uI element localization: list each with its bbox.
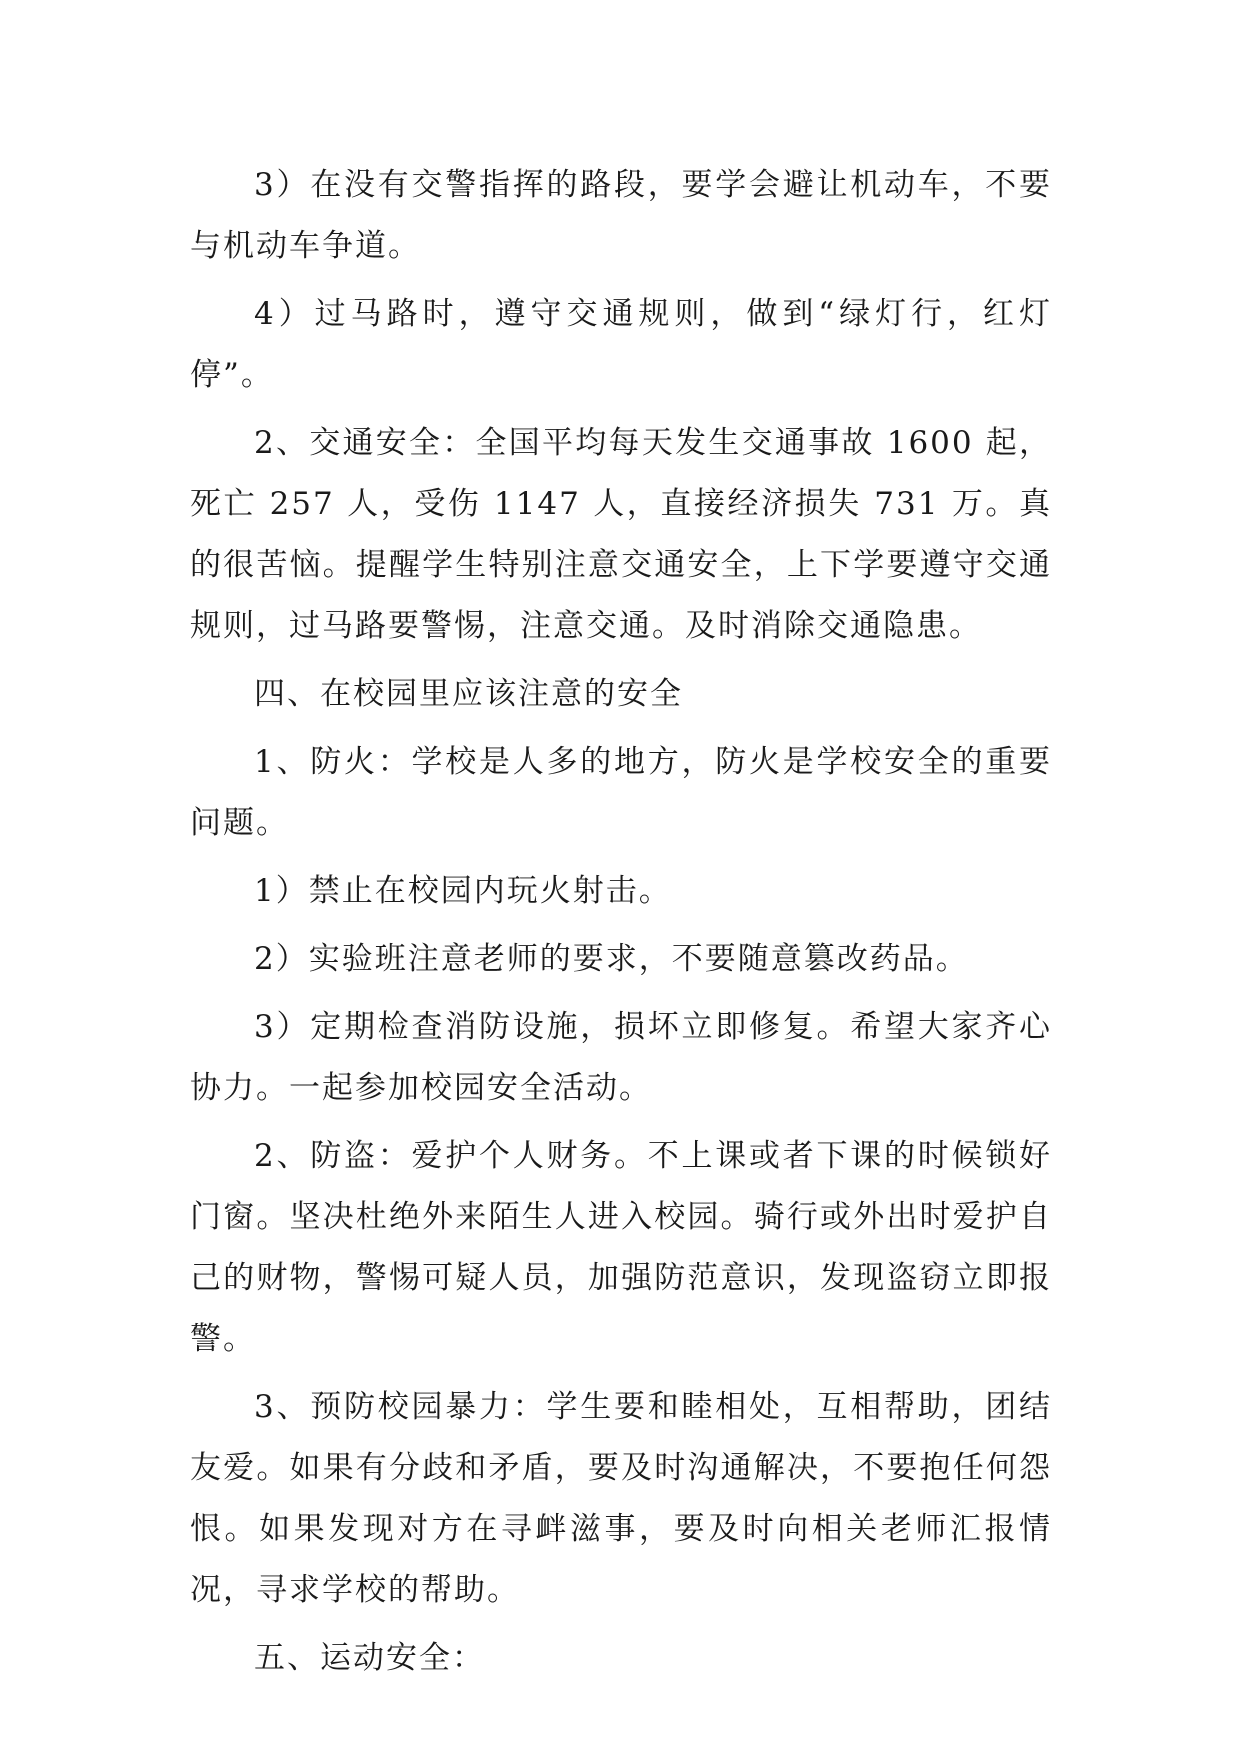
paragraph-school-violence: 3、预防校园暴力：学生要和睦相处，互相帮助，团结友爱。如果有分歧和矛盾，要及时沟通解决，不要抱任何怨恨。如果发现对方在寻衅滋事，要及时向相关老师汇报情况，寻求学校的帮助。	[190, 1389, 1052, 1608]
paragraph-traffic-safety: 2、交通安全：全国平均每天发生交通事故 1600 起，死亡 257 人，受伤 1147 人，直接经济损失 731 万。真的很苦恼。提醒学生特别注意交通安全，上下学要遵守交通规则，过马路要警惕，注意交通。及时消除交通隐患。	[190, 425, 1052, 644]
paragraph-theft-prevention: 2、防盗：爱护个人财务。不上课或者下课的时候锁好门窗。坚决杜绝外来陌生人进入校园。骑行或外出时爱护自己的财物，警惕可疑人员，加强防范意识，发现盗窃立即报警。	[190, 1138, 1052, 1357]
paragraph-lab-rules: 2）实验班注意老师的要求，不要随意篡改药品。	[254, 941, 969, 977]
section-heading-campus-safety: 四、在校园里应该注意的安全	[254, 676, 683, 712]
section-heading-sports-safety: 五、运动安全：	[254, 1640, 485, 1676]
document-body	[190, 155, 1052, 1696]
paragraph-no-fire-play: 1）禁止在校园内玩火射击。	[254, 873, 672, 909]
paragraph-crossing-road: 4）过马路时，遵守交通规则，做到“绿灯行，红灯停”。	[190, 296, 1052, 393]
paragraph-traffic-yield: 3）在没有交警指挥的路段，要学会避让机动车，不要与机动车争道。	[190, 167, 1052, 264]
paragraph-fire-prevention: 1、防火：学校是人多的地方，防火是学校安全的重要问题。	[190, 744, 1052, 841]
paragraph-fire-facilities: 3）定期检查消防设施，损坏立即修复。希望大家齐心协力。一起参加校园安全活动。	[190, 1009, 1052, 1106]
